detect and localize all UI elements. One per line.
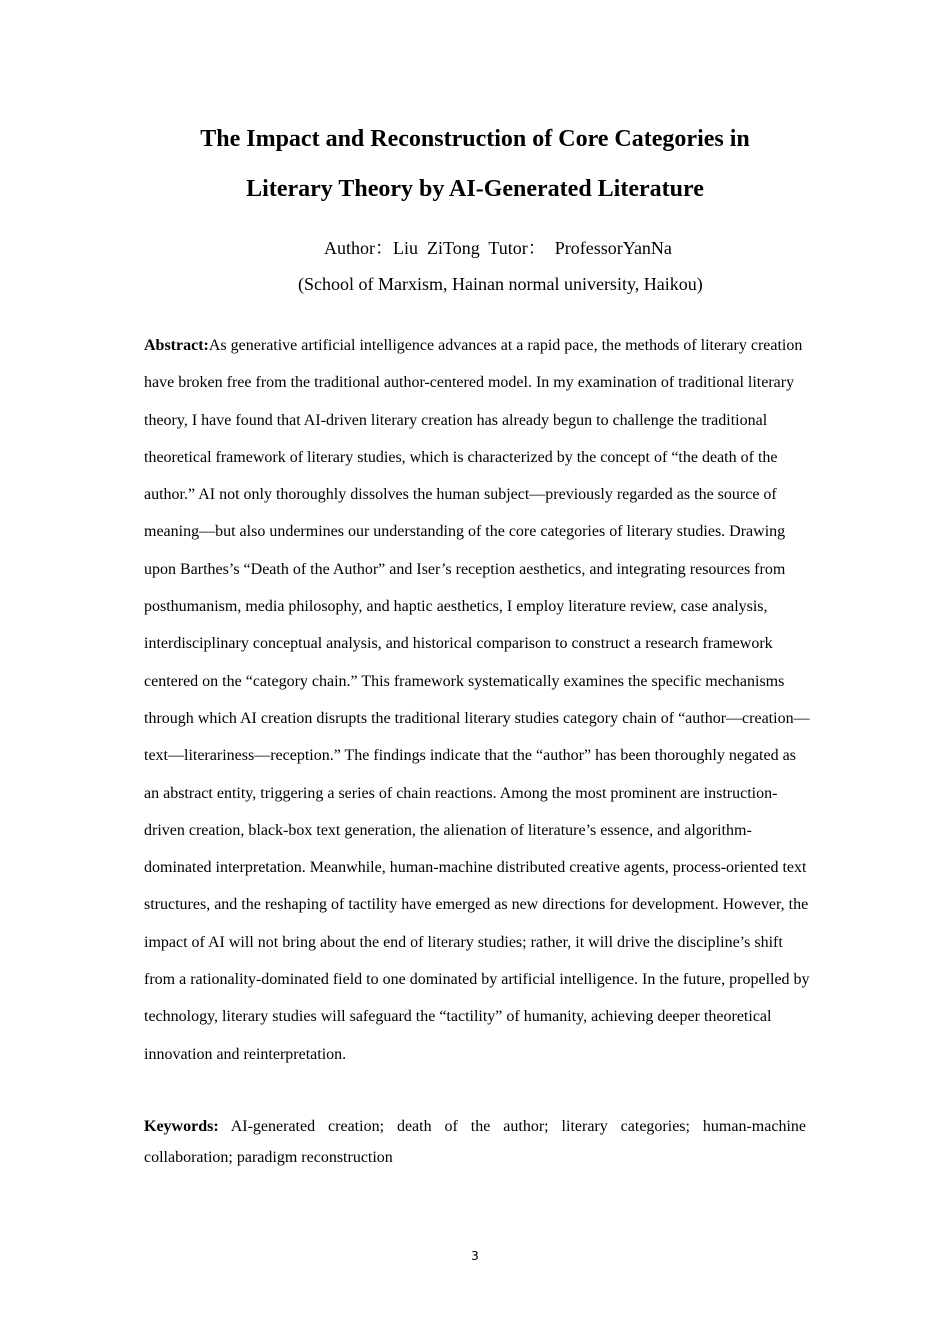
abstract-label: Abstract: xyxy=(144,337,209,354)
abstract-text: As generative artificial intelligence advances at a rapid pace, the methods of literary creation have broken free from the traditional author-centered model. In my examination of traditional literary theory, I have found that AI-driven literary creation has already begun to challenge the traditional theoretical framework of literary studies, which is characterized by the concept of “the death of the author.” AI not only thoroughly dissolves the human subject—previously regarded as the source of meaning—but also undermines our understanding of the core categories of literary studies. Drawing upon Barthes’s “Death of the Author” and Iser’s reception aesthetics, and integrating resources from posthumanism, media philosophy, and haptic aesthetics, I employ literature review, case analysis, interdisciplinary conceptual analysis, and historical comparison to construct a research framework centered on the “category chain.” This framework systematically examines the specific mechanisms through which AI creation disrupts the traditional literary studies category chain of “author—creation—text—literariness—reception.” The findings indicate that the “author” has been thoroughly negated as an abstract entity, triggering a series of chain reactions. Among the most prominent are instruction-driven creation, black-box text generation, the alienation of literature’s essence, and algorithm-dominated interpretation. Meanwhile, human-machine distributed creative agents, process-oriented text structures, and the reshaping of tactility have emerged as new directions for development. However, the impact of AI will not bring about the end of literary studies; rather, it will drive the discipline’s shift from a rationality-dominated field to one dominated by artificial intelligence. In the future, propelled by technology, literary studies will safeguard the “tactility” of humanity, achieving deeper theoretical innovation and reinterpretation. xyxy=(144,337,810,1063)
document-title-line-2: Literary Theory by AI-Generated Literature xyxy=(246,176,704,202)
document-title-line-1: The Impact and Reconstruction of Core Categories in xyxy=(200,126,750,152)
author-affiliation: (School of Marxism, Hainan normal university, Haikou) xyxy=(298,274,703,294)
keywords-paragraph xyxy=(144,1111,806,1173)
author-byline: Author：Liu ZiTong Tutor： ProfessorYanNa xyxy=(324,238,672,258)
keywords-text: AI-generated creation; death of the author; literary categories; human-machine collaboration; paradigm reconstruction xyxy=(144,1118,806,1166)
page-number: 3 xyxy=(471,1249,479,1263)
abstract-paragraph xyxy=(144,327,810,1073)
keywords-label: Keywords: xyxy=(144,1118,219,1135)
